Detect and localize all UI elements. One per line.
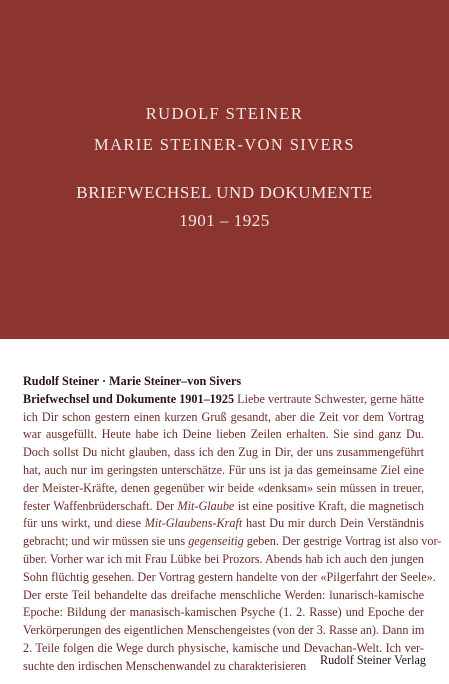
blurb-line — [23, 498, 424, 516]
book-title: BRIEFWECHSEL UND DOKUMENTE — [76, 183, 373, 202]
author-name-1: RUDOLF STEINER — [145, 104, 304, 123]
blurb-heading-authors: Rudolf Steiner · Marie Steiner–von Sivers — [23, 374, 242, 388]
blurb-line: Doch sollst Du nicht glauben, dass ich den Zug in Dir, der uns zusammengeführt — [23, 445, 424, 460]
cover-text-panel — [0, 339, 449, 684]
blurb-line: suchte den irdischen Menschenwandel zu charakterisieren — [23, 658, 307, 673]
blurb-line: 2. Teile folgen die Wege durch physische, kamische und Devachan-Welt. Ich ver- — [23, 640, 424, 655]
blurb-emphasis: gegenseitig — [188, 534, 244, 549]
blurb-line: Epoche: Bildung der manasisch-kamischen Psyche (1. 2. Rasse) und Epoche der — [23, 605, 424, 620]
book-years: 1901 – 1925 — [179, 211, 270, 230]
blurb-emphasis: Mit-Glaube — [177, 498, 235, 513]
author-name-2: MARIE STEINER-VON SIVERS — [94, 135, 355, 154]
blurb-emphasis: Mit-Glaubens-Kraft — [144, 516, 243, 531]
blurb-line — [23, 391, 424, 409]
blurb-line: Verkörperungen des eigentlichen Menschengeistes (von der 3. Rasse an). Dann im — [23, 623, 425, 638]
blurb-line-text: ist eine positive Kraft, die magnetisch — [234, 498, 425, 513]
blurb-line: der Meister-Kräfte, denen gegenüber wir beide «denksam» sein müssen in treuer, — [23, 480, 424, 495]
blurb-text — [23, 373, 442, 676]
blurb-line-text: geben. Der gestrige Vortrag ist also vor- — [243, 534, 442, 549]
blurb-line: ich Dir schon gestern einen kurzen Gruß gesandt, aber die Zeit vor dem Vortrag — [23, 409, 424, 424]
blurb-line-text: hast Du mir durch Dein Verständnis — [242, 516, 424, 531]
blurb-line: hat, auch nur im geringsten unterschätze. Für uns ist ja das gemeinsame Ziel eine — [23, 462, 424, 477]
blurb-line-text: fester Waffenbrüderschaft. Der — [23, 498, 178, 513]
blurb-line — [23, 515, 424, 533]
blurb-heading-title: Briefwechsel und Dokumente 1901–1925 — [23, 391, 235, 406]
blurb-line-text: für uns wirkt, und diese — [23, 516, 145, 531]
blurb-line-text: Liebe vertraute Schwester, gerne hätte — [237, 391, 424, 406]
blurb-line-text: gebracht; und wir müssen sie uns — [23, 534, 189, 549]
blurb-line: über. Vorher war ich mit Frau Lübke bei Prozors. Abends hab ich auch den jungen — [23, 551, 424, 566]
publisher-name: Rudolf Steiner Verlag — [319, 653, 426, 667]
blurb-line: Sohn flüchtig gesehen. Der Vortrag gestern handelte von der «Pilgerfahrt der Seele». — [23, 569, 436, 584]
blurb-line: Der erste Teil behandelte das dreifache menschliche Werden: lunarisch-kamische — [23, 587, 424, 602]
blurb-line: war ausgefüllt. Heute habe ich Deine lieben Zeilen erhalten. Sie sind ganz Du. — [23, 427, 424, 442]
blurb-line — [23, 533, 442, 551]
cover-front-panel — [0, 0, 449, 339]
